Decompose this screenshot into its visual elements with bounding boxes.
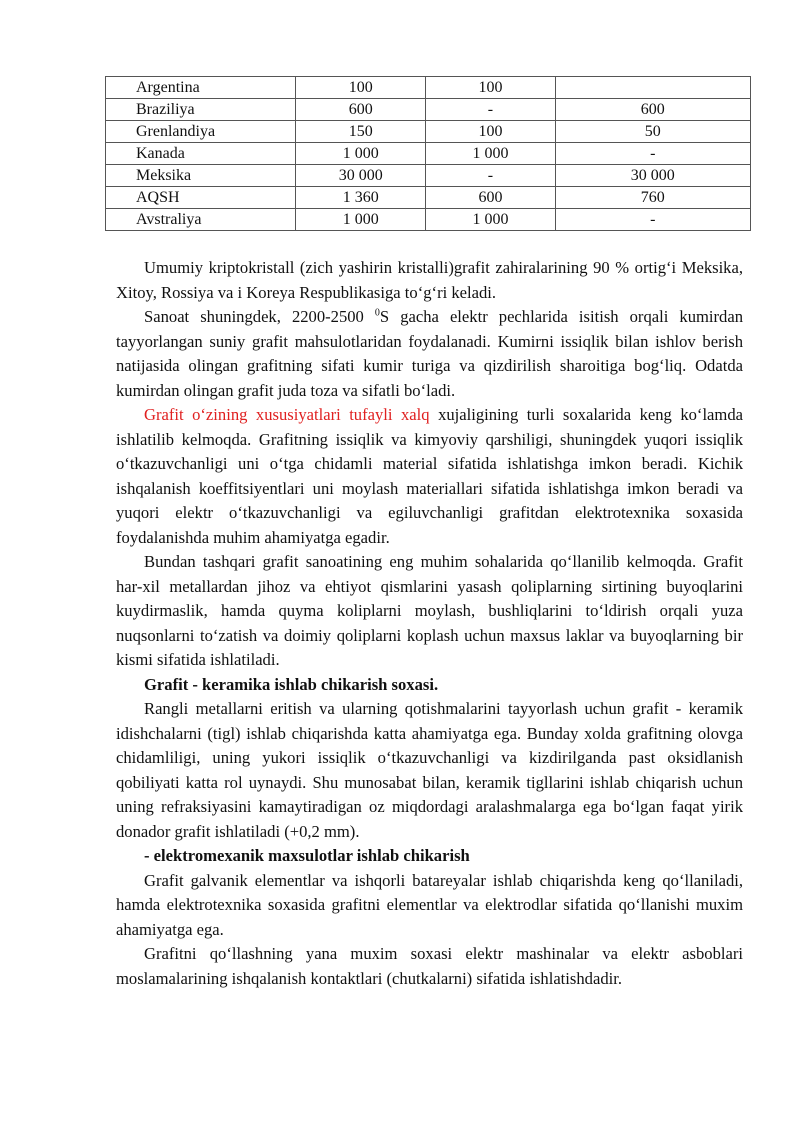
table-body (106, 77, 751, 231)
table-cell: Avstraliya (106, 209, 296, 231)
body-text (116, 256, 743, 991)
table-cell: 100 (426, 77, 555, 99)
paragraph-crucibles: Rangli metallarni eritish va ularning qotishmalarini tayyorlash uchun grafit - keramik idishchalarni (tigl) ishlab chiqarishda katta ahamiyatga ega. Bunday xolda grafitning olovga chidamliligi, uning yukori issiqlik o‘tkazuvchanligi va kizdirilganda past oksidlanish qobiliyati katta rol uynaydi. Shu munosabat bilan, keramik tigllarini ishlab chiqarish uchun uning refraksiyasini kamaytiradigan oz miqdordagi aralashmalarga ega bo‘lgan faqat yirik donador grafit ishlatiladi (+0,2 mm). (116, 699, 743, 841)
table-cell: Kanada (106, 143, 296, 165)
paragraph-text: Sanoat shuningdek, 2200-2500 (144, 307, 375, 326)
paragraph-batteries: Grafit galvanik elementlar va ishqorli batareyalar ishlab chiqarishda keng qo‘llaniladi, hamda elektrotexnika soxasida grafitni elementlar va elektrodlar sifatida qo‘llanishi muxim ahamiyatga ega. (116, 870, 743, 939)
table-row (106, 165, 751, 187)
table-cell: - (426, 99, 555, 121)
table-row (106, 77, 751, 99)
table-cell (555, 77, 750, 99)
paragraph-text: S gacha elektr pechlarida isitish orqali kumirdan tayyorlangan suniy grafit mahsulotlaridan foydalanadi. Kumirni issiqlik bilan ishlov berish natijasida olingan grafitning sifati kumir turiga va qizdirilish sharoitiga bog‘liq. Odatda kumirdan olingan grafit juda toza va sifatli bo‘ladi. (116, 307, 743, 400)
table-cell: 150 (296, 121, 426, 143)
table-cell: 1 000 (426, 209, 555, 231)
table-cell: 30 000 (296, 165, 426, 187)
table-cell: 30 000 (555, 165, 750, 187)
paragraph-text: xujaligining turli soxalarida keng ko‘lamda ishlatilib kelmoqda. Grafitning issiqlik va kimyoviy qarshiligi, shuningdek yuqori issiqlik o‘tkazuvchanligi uni o‘tga chidamli material sifatida ishlatishga imkon beradi. Kichik ishqalanish koeffitsiyentlari uni moylash materiallari sifatida ishlatishga imkon beradi va yuqori elektr o‘tkazuvchanligi va egiluvchanligi grafitdan elektrotexnika soxasida foydalanishda muhim ahamiyatga egadir. (116, 405, 743, 547)
table-cell: 50 (555, 121, 750, 143)
paragraph-reserves: Umumiy kriptokristall (zich yashirin kristalli)grafit zahiralarining 90 % ortig‘i Meksika, Xitoy, Rossiya va i Koreya Respublikasiga to‘g‘ri keladi. (116, 258, 743, 302)
paragraph-properties (116, 403, 743, 550)
table-cell: Grenlandiya (106, 121, 296, 143)
table-row (106, 99, 751, 121)
table-cell: - (426, 165, 555, 187)
paragraph-synthetic-graphite (116, 305, 743, 403)
table-cell: 1 360 (296, 187, 426, 209)
section-heading-ceramics: Grafit - keramika ishlab chikarish soxasi. (144, 674, 439, 694)
table-cell: Braziliya (106, 99, 296, 121)
table-cell: 100 (426, 121, 555, 143)
table-cell: AQSH (106, 187, 296, 209)
paragraph-industry-use: Bundan tashqari grafit sanoatining eng muhim sohalarida qo‘llanilib kelmoqda. Grafit har-xil metallardan jihoz va ehtiyot qismlarini yasash qoliplarning sirtining buyoqlarini kuydirmaslik, hamda quyma koliplarni moylash, bushliqlarini to‘ldirish orqali yuza nuqsonlarni to‘zatish va doimiy qoliplarni koplash uchun maxsus laklar va buyoqlarning bir kismi sifatida ishlatiladi. (116, 552, 743, 669)
table-cell: - (555, 209, 750, 231)
table-row (106, 209, 751, 231)
highlighted-text: Grafit o‘zining xususiyatlari tufayli xalq (144, 405, 430, 424)
table-cell: 760 (555, 187, 750, 209)
table-cell: 600 (426, 187, 555, 209)
graphite-reserves-table (105, 76, 751, 231)
table-cell: Argentina (106, 77, 296, 99)
table-row (106, 121, 751, 143)
table-cell: Meksika (106, 165, 296, 187)
table-cell: 1 000 (426, 143, 555, 165)
degree-superscript: 0 (374, 307, 380, 319)
section-heading-electromechanical: - elektromexanik maxsulotlar ishlab chikarish (144, 846, 470, 865)
table-cell: 1 000 (296, 209, 426, 231)
table-cell: 100 (296, 77, 426, 99)
paragraph-contacts: Grafitni qo‘llashning yana muxim soxasi elektr mashinalar va elektr asboblari moslamalarining ishqalanish kontaktlari (chutkalarni) sifatida ishlatishdadir. (116, 944, 743, 988)
table-row (106, 143, 751, 165)
table-cell: 600 (555, 99, 750, 121)
table-row (106, 187, 751, 209)
table-cell: - (555, 143, 750, 165)
table-cell: 1 000 (296, 143, 426, 165)
table-cell: 600 (296, 99, 426, 121)
